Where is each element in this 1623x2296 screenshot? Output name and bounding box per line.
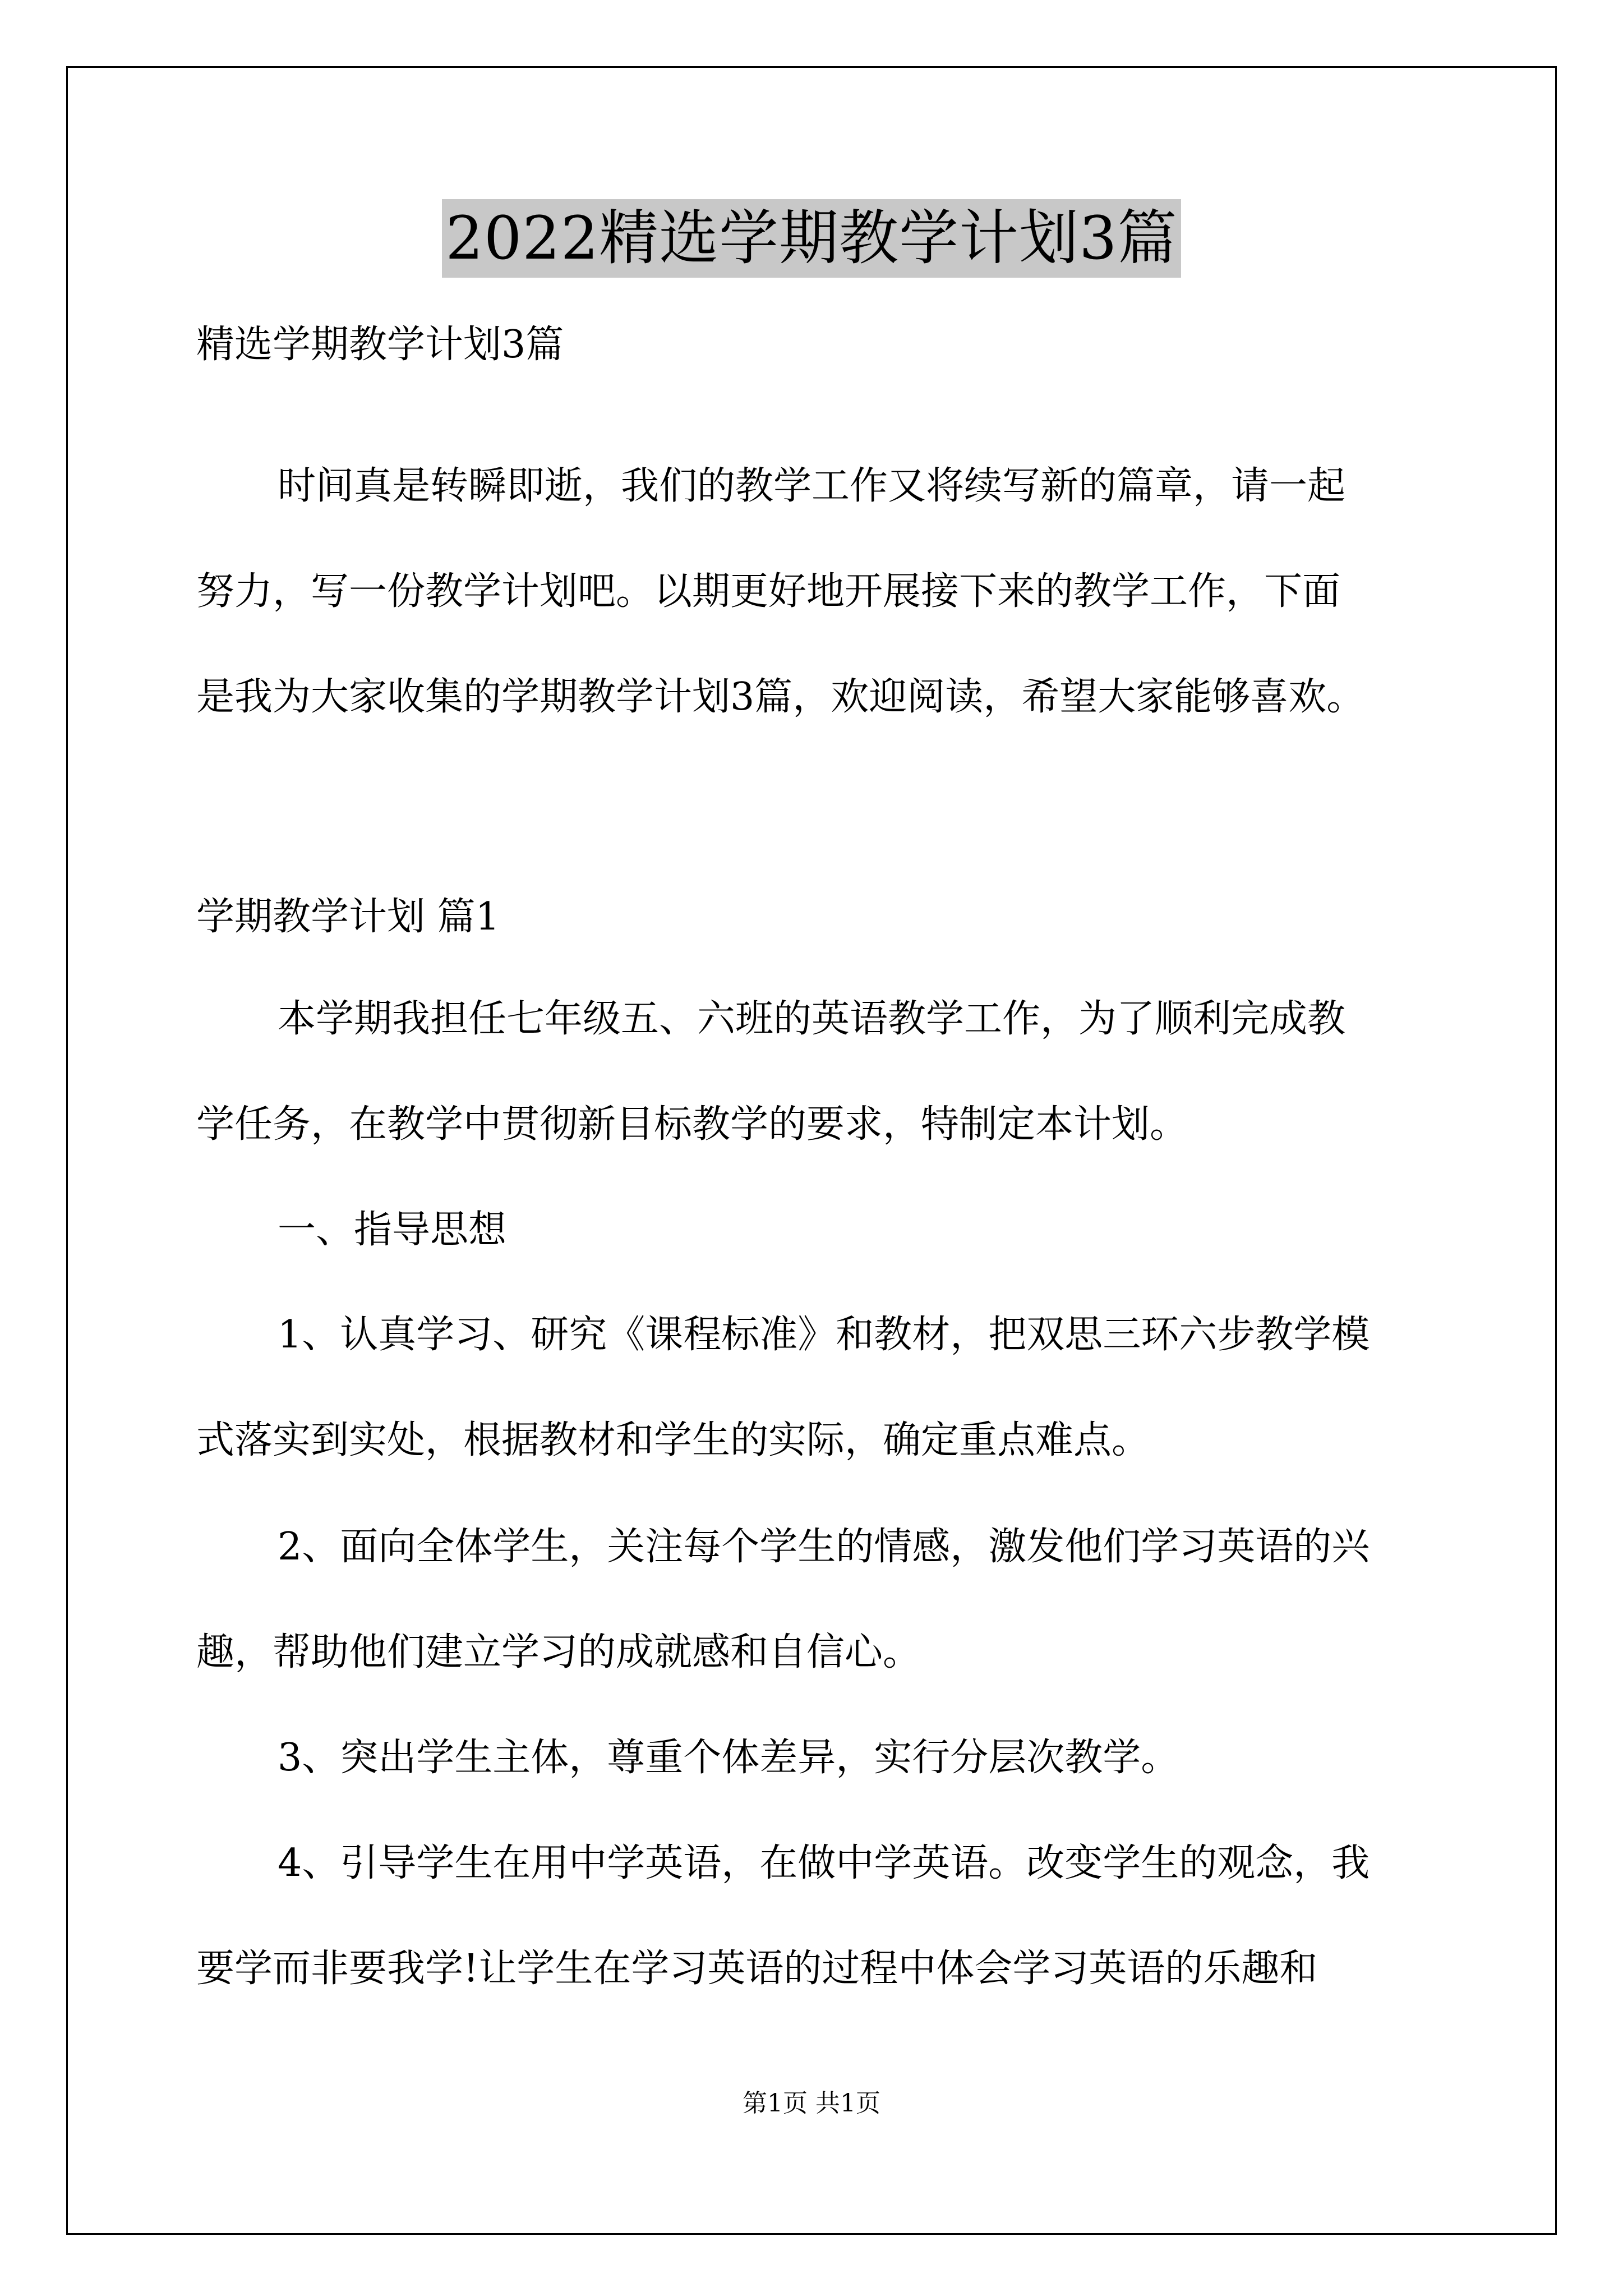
page-footer: 第1页 共1页 [743,2089,880,2118]
section-intro-line-2: 学任务，在教学中贯彻新目标教学的要求，特制定本计划。 [196,1102,1188,1147]
item-4-line-1: 4、引导学生在用中学英语，在做中学英语。改变学生的观念，我 [278,1841,1370,1885]
item-1-line-2: 式落实到实处，根据教材和学生的实际，确定重点难点。 [196,1418,1150,1462]
item-4-line-2: 要学而非要我学!让学生在学习英语的过程中体会学习英语的乐趣和 [196,1947,1318,1991]
section-heading: 学期教学计划 篇1 [196,895,500,939]
item-1-line-1: 1、认真学习、研究《课程标准》和教材，把双思三环六步教学模 [278,1313,1370,1357]
page-frame [66,66,1557,2235]
intro-line-3: 是我为大家收集的学期教学计划3篇，欢迎阅读，希望大家能够喜欢。 [196,675,1365,719]
document-title: 2022精选学期教学计划3篇 [442,199,1181,278]
part-heading: 一、指导思想 [278,1208,507,1252]
document-subtitle: 精选学期教学计划3篇 [196,323,564,367]
item-2-line-2: 趣，帮助他们建立学习的成就感和自信心。 [196,1630,921,1674]
intro-line-1: 时间真是转瞬即逝，我们的教学工作又将续写新的篇章，请一起 [278,464,1346,508]
intro-line-2: 努力，写一份教学计划吧。以期更好地开展接下来的教学工作，下面 [196,569,1341,614]
section-intro-line-1: 本学期我担任七年级五、六班的英语教学工作，为了顺利完成教 [278,997,1346,1041]
item-3-line-1: 3、突出学生主体，尊重个体差异，实行分层次教学。 [278,1736,1179,1780]
item-2-line-1: 2、面向全体学生，关注每个学生的情感，激发他们学习英语的兴 [278,1525,1370,1569]
title-container [0,199,1623,278]
